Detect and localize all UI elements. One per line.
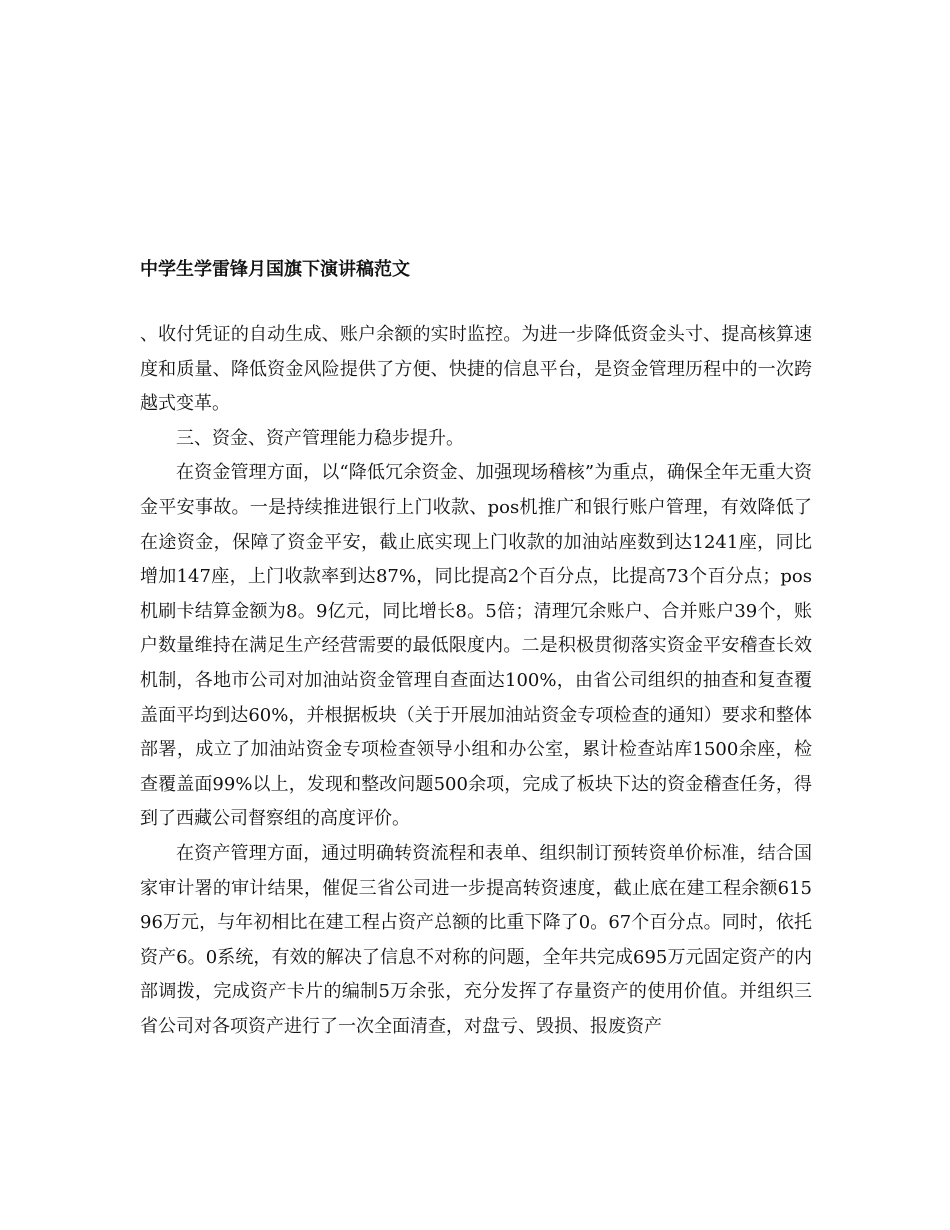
paragraph-fund-management: 在资金管理方面，以“降低冗余资金、加强现场稽核”为重点，确保全年无重大资金平安事故。一是持续推进银行上门收款、pos机推广和银行账户管理，有效降低了在途资金，保障了资金平安，截止底实现上门收款的加油站座数到达1241座，同比增加147座，上门收款率到达87%，同比提高2个百分点，比提高73个百分点；pos机刷卡结算金额为8。9亿元，同比增长8。5倍；清理冗余账户、合并账户39个，账户数量维持在满足生产经营需要的最低限度内。二是积极贯彻落实资金平安稽查长效机制，各地市公司对加油站资金管理自查面达100%，由省公司组织的抽查和复查覆盖面平均到达60%，并根据板块（关于开展加油站资金专项检查的通知）要求和整体部署，成立了加油站资金专项检查领导小组和办公室，累计检查站库1500余座，检查覆盖面99%以上，发现和整改问题500余项，完成了板块下达的资金稽查任务，得到了西藏公司督察组的高度评价。 [140,462,812,830]
document-title: 中学生学雷锋月国旗下演讲稿范文 [140,259,410,280]
paragraph-continuation: 、收付凭证的自动生成、账户余额的实时监控。为进一步降低资金头寸、提高核算速度和质量、降低资金风险提供了方便、快捷的信息平台，是资金管理历程中的一次跨越式变革。 [140,324,812,415]
section-heading-three: 三、资金、资产管理能力稳步提升。 [176,427,464,449]
paragraph-asset-management: 在资产管理方面，通过明确转资流程和表单、组织制订预转资单价标准，结合国家审计署的审计结果，催促三省公司进一步提高转资速度，截止底在建工程余额61596万元，与年初相比在建工程占资产总额的比重下降了0。67个百分点。同时，依托资产6。0系统，有效的解决了信息不对称的问题，全年共完成695万元固定资产的内部调拨，完成资产卡片的编制5万余张，充分发挥了存量资产的使用价值。并组织三省公司对各项资产进行了一次全面清查，对盘亏、毁损、报废资产 [140,842,812,1037]
document-body [140,318,812,1044]
